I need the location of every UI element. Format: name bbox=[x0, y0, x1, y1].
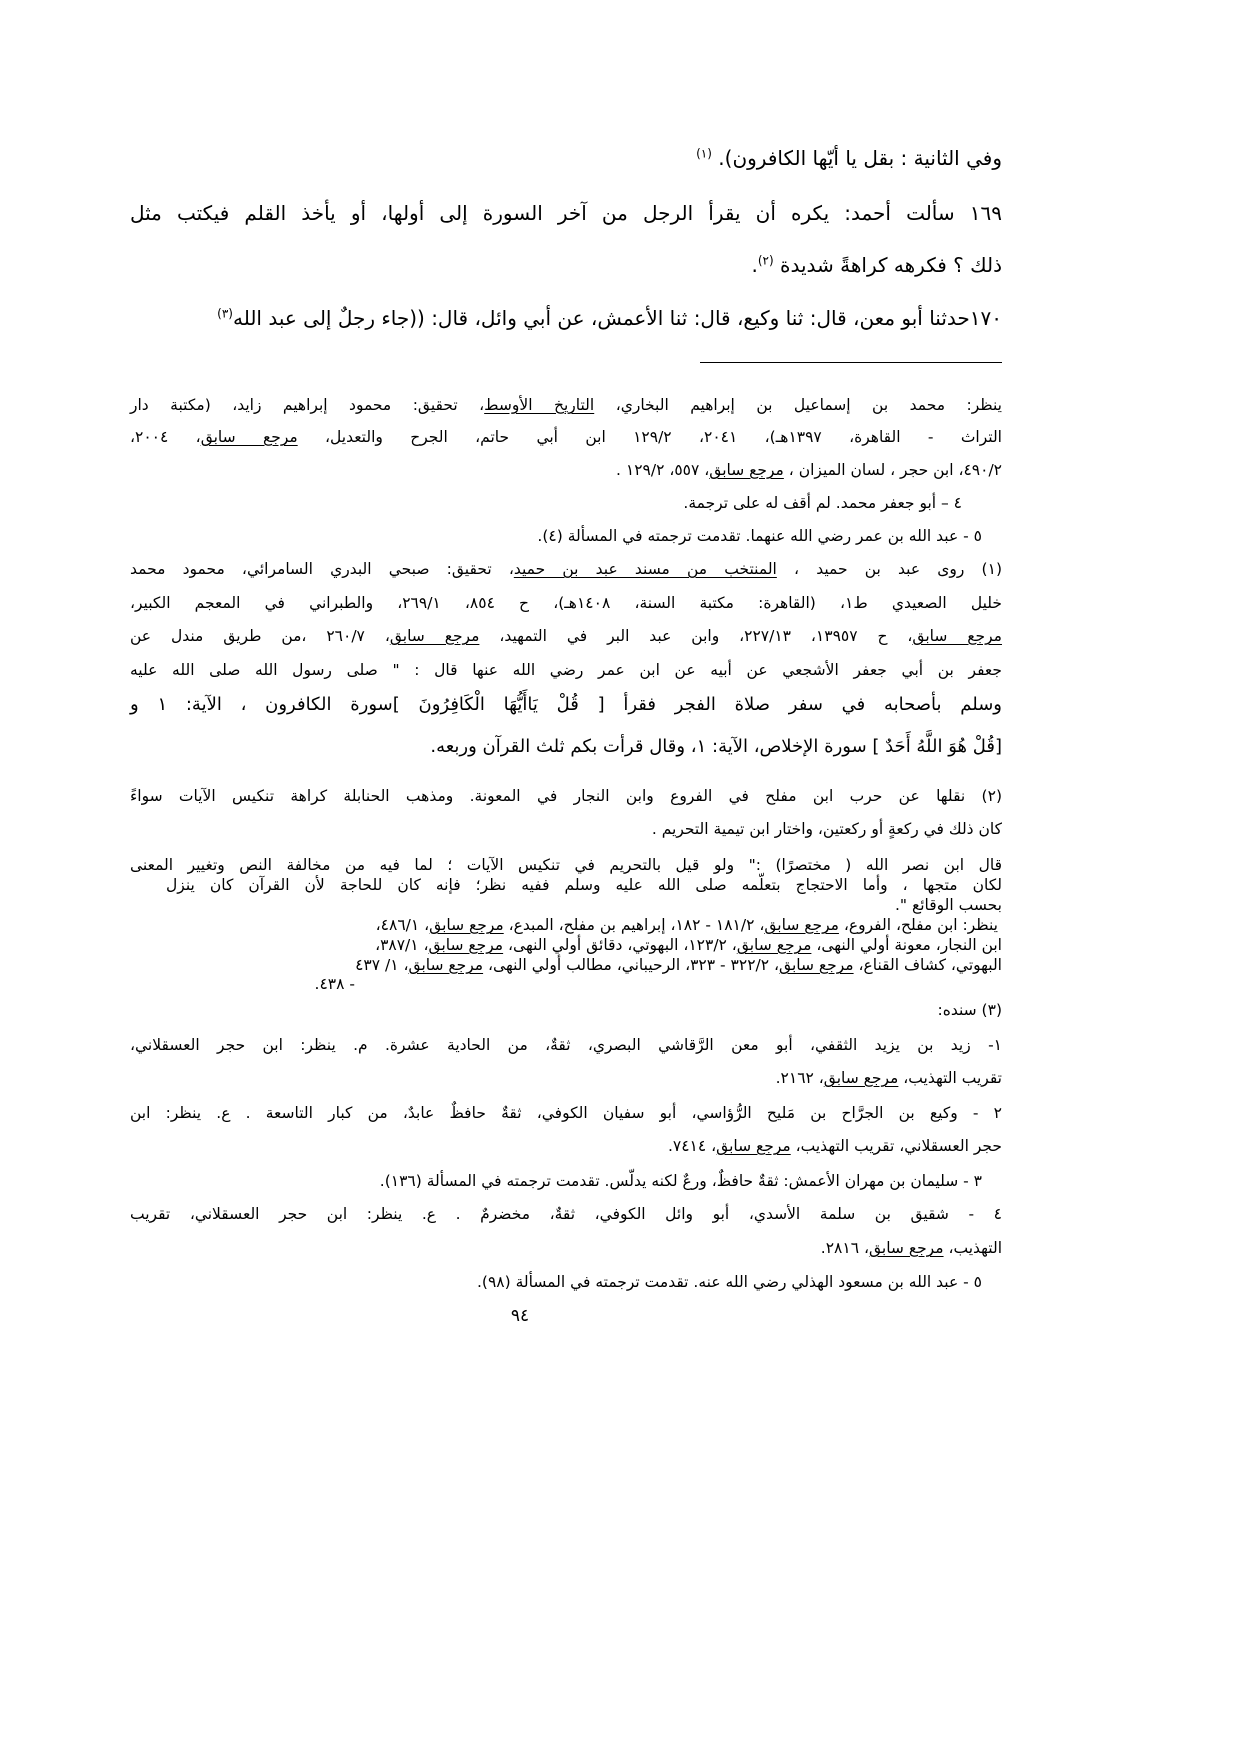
main-line bbox=[130, 146, 1002, 170]
footnote-line bbox=[130, 1001, 1002, 1019]
text-segment: ٥ - عبد الله بن مسعود الهذلي رضي الله عنه. تقدمت ترجمته في المسألة (٩٨). bbox=[476, 1273, 982, 1291]
reference-underlined: مرجع سابق bbox=[764, 916, 839, 934]
text-segment: البهوتي، كشاف القناع، bbox=[853, 956, 1002, 974]
footnote-marker: (٣) bbox=[217, 306, 233, 321]
text-segment: ، ٤٨٦/١، bbox=[375, 916, 430, 934]
footnote-line bbox=[126, 916, 998, 934]
reference-underlined: مرجع سابق bbox=[716, 1137, 791, 1155]
footnote-line bbox=[130, 1104, 1002, 1122]
text-segment: ٤ – أبو جعفر محمد. لم أقف له على ترجمة. bbox=[683, 494, 962, 512]
footnote-marker: (١) bbox=[696, 146, 712, 161]
text-segment: قال ابن نصر الله ( مختصرًا) :" ولو قيل بالتحريم في تنكيس الآيات ؛ لما فيه من مخالفة النص وتغيير المعنى bbox=[130, 856, 1002, 874]
footnote-line bbox=[295, 975, 355, 993]
footnote-line bbox=[130, 1137, 1002, 1155]
footnote-line bbox=[130, 956, 1002, 974]
footnote-marker: (٢) bbox=[757, 253, 774, 268]
footnote-line bbox=[130, 1036, 1002, 1054]
text-segment: وفي الثانية : بقل يا أيّها الكافرون). bbox=[711, 146, 1002, 170]
footnote-line bbox=[130, 736, 1002, 757]
text-segment: لكان متجها ، وأما الاحتجاج بتعلّمه صلى الله عليه وسلم ففيه نظر؛ فإنه كان للحاجة لأن القرآن كان ينزل bbox=[166, 876, 1002, 894]
text-segment: ذلك ؟ فكرهه كراهةً شديدة bbox=[773, 253, 1002, 277]
reference-underlined: مرجع سابق bbox=[823, 1069, 899, 1087]
footnote-line bbox=[130, 661, 1002, 679]
footnote-line bbox=[130, 820, 1002, 838]
text-segment: ، ٢٦٠/٧ ،من طريق مندل عن bbox=[130, 627, 390, 645]
footnote-line bbox=[166, 876, 1002, 894]
text-segment: التهذيب، bbox=[943, 1239, 1002, 1257]
footnote-line bbox=[130, 1273, 982, 1291]
footnote-line bbox=[130, 461, 1002, 479]
text-segment: ٢ - وكيع بن الجرَّاح بن مَليح الرُّؤاسي، أبو سفيان الكوفي، ثقةٌ حافظٌ عابدٌ، من كبار التاسعة . ع. ينظر: ابن bbox=[130, 1104, 1002, 1122]
footnote-line bbox=[130, 936, 1002, 954]
text-segment: وسلم بأصحابه في سفر صلاة الفجر فقرأ [ قُلْ يَاأَيُّهَا الْكَافِرُونَ ]سورة الكافرون ، الآية: ١ و bbox=[130, 694, 1002, 715]
text-segment: ، ١٢٣/٢، البهوتي، دقائق أولي النهى، bbox=[503, 936, 737, 954]
main-line bbox=[130, 201, 1002, 225]
text-segment: بحسب الوقائع ". bbox=[894, 896, 1002, 914]
footnote-line bbox=[130, 527, 982, 545]
text-segment: التراث - القاهرة، ١٣٩٧هـ)، ٢٠٤١، ١٢٩/٢ ابن أبي حاتم، الجرح والتعديل، bbox=[297, 428, 1002, 446]
footnote-line bbox=[90, 494, 962, 512]
text-segment: ينظر: ابن مفلح، الفروع، bbox=[838, 916, 998, 934]
footnote-line bbox=[130, 1172, 982, 1190]
main-line bbox=[130, 306, 1002, 330]
text-segment: . bbox=[751, 253, 758, 277]
text-segment: (١) روى عبد بن حميد ، bbox=[776, 560, 1002, 578]
page-number: ٩٤ bbox=[510, 1306, 530, 1326]
text-segment: [قُلْ هُوَ اللَّهُ أَحَدٌ ] سورة الإخلاص، الآية: ١، وقال قرأت بكم ثلث القرآن وربعه. bbox=[430, 736, 1002, 757]
footnote-line bbox=[130, 1205, 1002, 1223]
reference-underlined: التاريخ الأوسط bbox=[484, 396, 595, 414]
text-segment: ٤٩٠/٢، ابن حجر ، لسان الميزان ، bbox=[783, 461, 1002, 479]
footnote-line bbox=[130, 1069, 1002, 1087]
text-segment: ٥ - عبد الله بن عمر رضي الله عنهما. تقدمت ترجمته في المسألة (٤). bbox=[537, 527, 982, 545]
text-segment: ، ١/ ٤٣٧ bbox=[355, 956, 409, 974]
footnote-line bbox=[130, 627, 1002, 645]
footnote-line bbox=[130, 787, 1002, 805]
footnote-line bbox=[130, 594, 1002, 612]
reference-underlined: مرجع سابق bbox=[389, 627, 480, 645]
text-segment: ، تحقيق: محمود إبراهيم زايد، (مكتبة دار bbox=[130, 396, 485, 414]
footnote-separator bbox=[700, 362, 1002, 363]
reference-underlined: المنتخب من مسند عبد بن حميد bbox=[513, 560, 777, 578]
main-line bbox=[130, 253, 1002, 277]
reference-underlined: مرجع سابق bbox=[709, 461, 784, 479]
text-segment: ، ٢١٦٢. bbox=[775, 1069, 824, 1087]
footnote-line bbox=[130, 896, 1002, 914]
text-segment: ١٧٠حدثنا أبو معن، قال: ثنا وكيع، قال: ثنا الأعمش، عن أبي وائل، قال: ((جاء رجلٌ إلى عبد الله bbox=[232, 306, 1002, 330]
footnote-line bbox=[130, 1239, 1002, 1257]
reference-underlined: مرجع سابق bbox=[868, 1239, 944, 1257]
text-segment: ١٦٩ سألت أحمد: يكره أن يقرأ الرجل من آخر السورة إلى أولها، أو يأخذ القلم فيكتب مثل bbox=[130, 201, 1002, 225]
text-segment: ٤ - شقيق بن سلمة الأسدي، أبو وائل الكوفي، ثقةٌ، مخضرمٌ . ع. ينظر: ابن حجر العسقلاني، تقريب bbox=[130, 1205, 1002, 1223]
text-segment: - ٤٣٨. bbox=[314, 975, 355, 993]
text-segment: ، ٢٠٠٤، bbox=[130, 428, 201, 446]
text-segment: ، ح ١٣٩٥٧، ٢٢٧/١٣، وابن عبد البر في التمهيد، bbox=[479, 627, 913, 645]
text-segment: ، ٥٥٧، ١٢٩/٢ . bbox=[616, 461, 710, 479]
reference-underlined: مرجع سابق bbox=[200, 428, 298, 446]
footnote-line bbox=[130, 694, 1002, 715]
text-segment: ١- زيد بن يزيد الثقفي، أبو معن الرَّقاشي البصري، ثقةٌ، من الحادية عشرة. م. ينظر: ابن حجر العسقلاني، bbox=[130, 1036, 1002, 1054]
text-segment: ، ٢٨١٦. bbox=[820, 1239, 869, 1257]
text-segment: ، تحقيق: صبحي البدري السامرائي، محمود محمد bbox=[130, 560, 514, 578]
footnote-line bbox=[130, 428, 1002, 446]
text-segment: ٣ - سليمان بن مهران الأعمش: ثقةٌ حافظٌ، ورعٌ لكنه يدلّس. تقدمت ترجمته في المسألة (١٣٦). bbox=[379, 1172, 982, 1190]
text-segment: ، ١٨١/٢ - ١٨٢، إبراهيم بن مفلح، المبدع، bbox=[503, 916, 765, 934]
footnote-line bbox=[130, 560, 1002, 578]
text-segment: ينظر: محمد بن إسماعيل بن إبراهيم البخاري، bbox=[594, 396, 1002, 414]
text-segment: (٢) نقلها عن حرب ابن مفلح في الفروع وابن النجار في المعونة. ومذهب الحنابلة كراهة تنكيس الآيات سواءً bbox=[130, 787, 1002, 805]
text-segment: ، ٣٨٧/١، bbox=[375, 936, 429, 954]
text-segment: ، ٧٤١٤. bbox=[667, 1137, 717, 1155]
text-segment: ابن النجار، معونة أولي النهى، bbox=[811, 936, 1002, 954]
text-segment: كان ذلك في ركعةٍ أو ركعتين، واختار ابن تيمية التحريم . bbox=[651, 820, 1002, 838]
reference-underlined: مرجع سابق bbox=[779, 956, 854, 974]
text-segment: خليل الصعيدي ط١، (القاهرة: مكتبة السنة، ١٤٠٨هـ)، ح ٨٥٤، ٢٦٩/١، والطبراني في المعجم الكبير، bbox=[130, 594, 1002, 612]
text-segment: تقريب التهذيب، bbox=[898, 1069, 1002, 1087]
reference-underlined: مرجع سابق bbox=[428, 936, 504, 954]
footnote-line bbox=[130, 396, 1002, 414]
text-segment: حجر العسقلاني، تقريب التهذيب، bbox=[790, 1137, 1002, 1155]
text-segment: جعفر بن أبي جعفر الأشجعي عن أبيه عن ابن عمر رضي الله عنها قال : " صلى رسول الله صلى الله عليه bbox=[130, 661, 1002, 679]
reference-underlined: مرجع سابق bbox=[912, 627, 1002, 645]
reference-underlined: مرجع سابق bbox=[429, 916, 504, 934]
reference-underlined: مرجع سابق bbox=[736, 936, 812, 954]
text-segment: (٣) سنده: bbox=[937, 1001, 1002, 1019]
text-segment: ، ٣٢٢/٢ - ٣٢٣، الرحيباني، مطالب أولي النهى، bbox=[483, 956, 780, 974]
reference-underlined: مرجع سابق bbox=[408, 956, 484, 974]
footnote-line bbox=[130, 856, 1002, 874]
